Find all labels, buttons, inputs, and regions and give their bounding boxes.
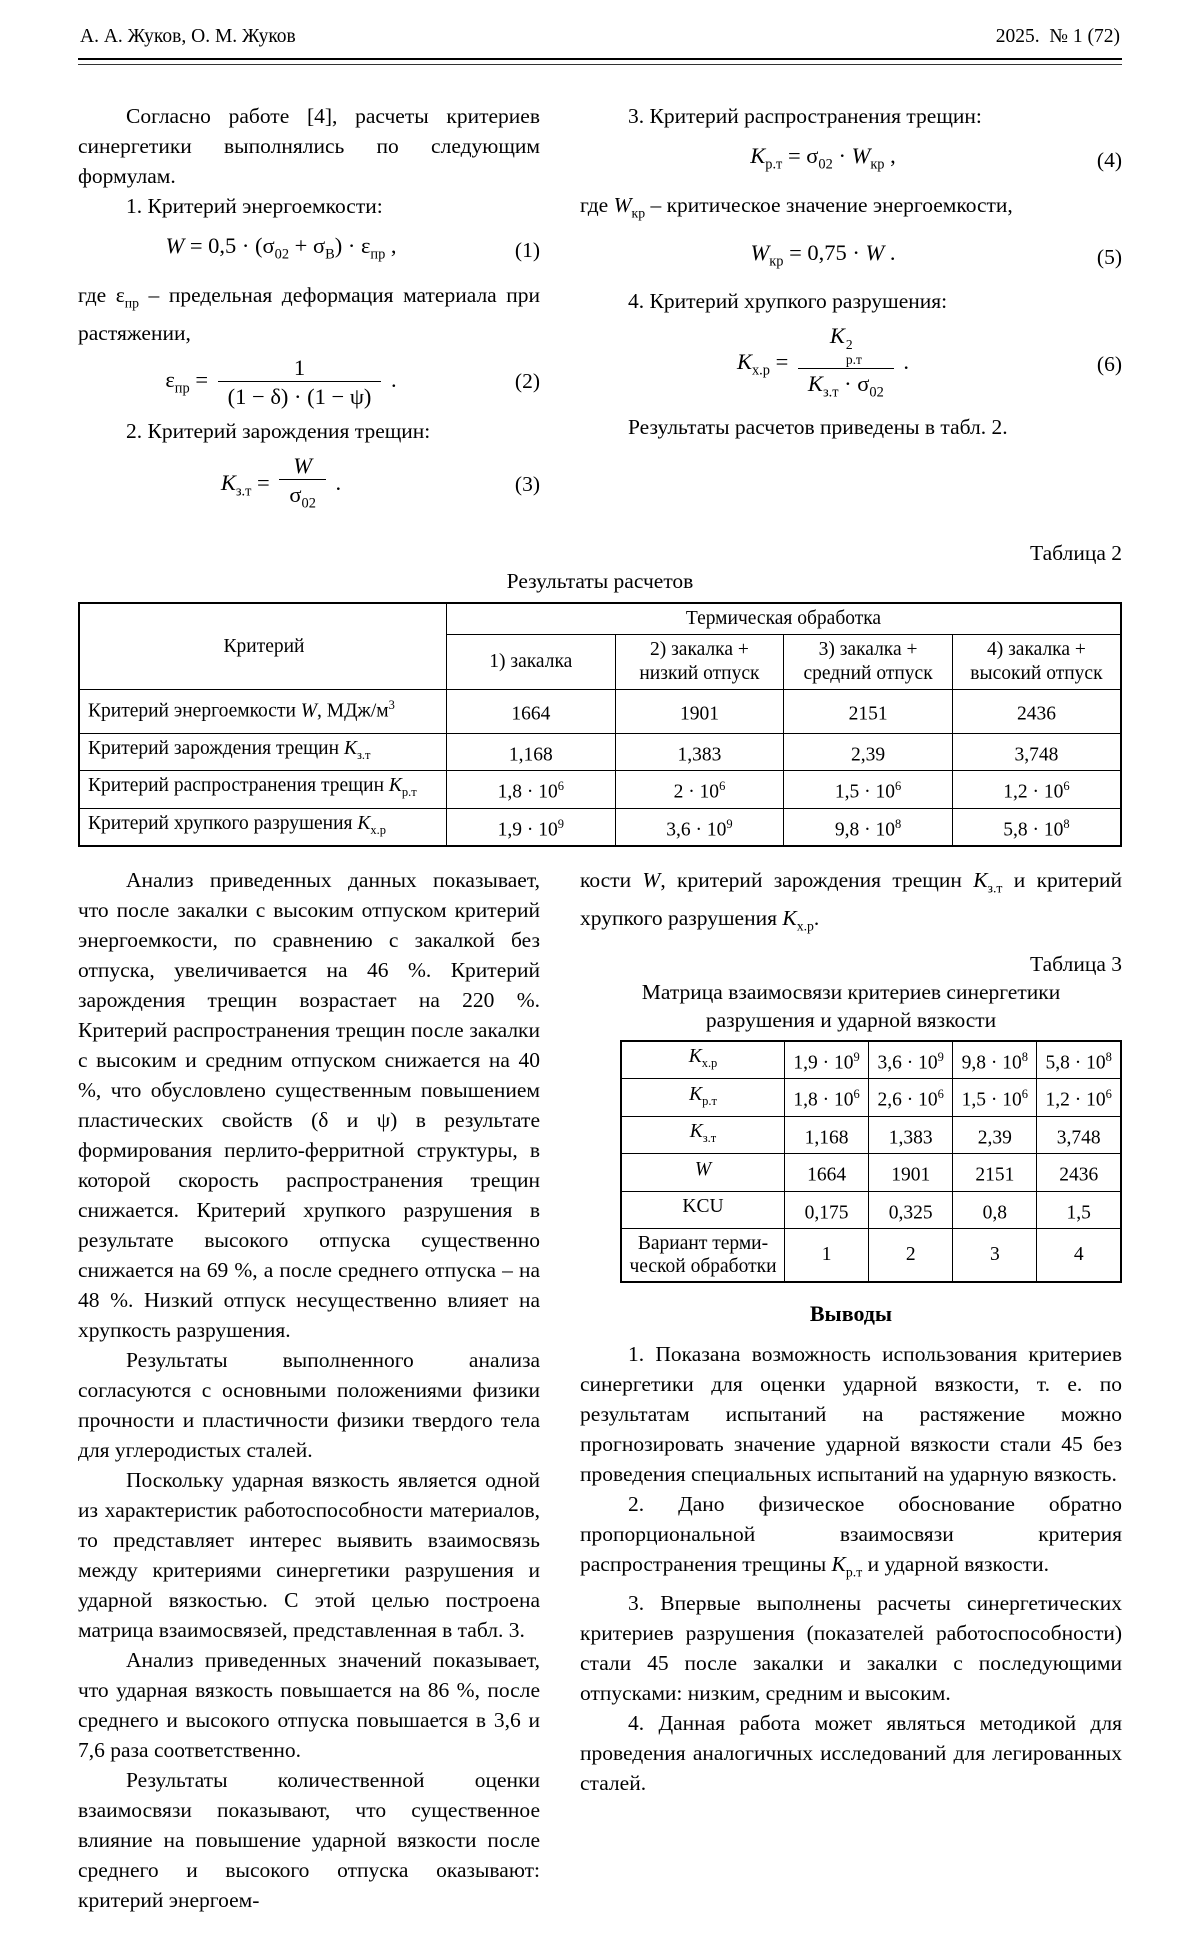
math-sub: з.т bbox=[235, 483, 252, 500]
table-row bbox=[621, 1079, 1121, 1117]
cell-exp: 6 bbox=[937, 1087, 944, 1102]
table2-caption: Результаты расчетов bbox=[506, 569, 694, 594]
math-tail: . bbox=[329, 469, 342, 495]
math-sub: х.р bbox=[796, 918, 814, 934]
math-var: K bbox=[689, 1121, 703, 1143]
math-tail: , bbox=[884, 143, 896, 168]
math-sub: х.р bbox=[370, 822, 387, 837]
math-var: K bbox=[782, 906, 797, 931]
math-sub: кр bbox=[870, 156, 885, 173]
text-run: , критерий зарождения трещин bbox=[660, 868, 974, 893]
cell-value: 1,5 · 10 bbox=[834, 781, 895, 803]
cell-value: 1,5 · 10 bbox=[961, 1089, 1022, 1111]
row-label-text: Критерий хрупкого разрушения bbox=[88, 812, 358, 834]
cell-value: 2,39 bbox=[977, 1127, 1012, 1149]
math-var: W bbox=[851, 143, 871, 168]
math-var: K bbox=[807, 370, 823, 396]
math-op: · σ bbox=[838, 370, 870, 396]
math-var: ε bbox=[165, 366, 175, 392]
table-cell bbox=[1037, 1191, 1121, 1229]
cell-value: 1,2 · 10 bbox=[1045, 1089, 1106, 1111]
table-cell bbox=[784, 771, 953, 809]
math-var: K bbox=[736, 349, 752, 375]
math-sup: 2 bbox=[845, 337, 853, 353]
table3-row-label bbox=[621, 1154, 785, 1192]
cell-value: 1,8 · 10 bbox=[793, 1089, 854, 1111]
math-sub: пр bbox=[370, 246, 386, 263]
where-clause-2 bbox=[580, 190, 1122, 228]
math-var: W bbox=[300, 700, 318, 722]
fraction-denominator bbox=[798, 368, 894, 407]
table2-col-header: 2) закалка + низкий отпуск bbox=[615, 635, 784, 690]
table-row bbox=[79, 771, 1121, 809]
analysis-continuation bbox=[580, 865, 1122, 942]
results-table bbox=[78, 602, 1122, 847]
math-var: K bbox=[973, 868, 988, 893]
table-cell bbox=[952, 733, 1121, 771]
cell-value: 1,2 · 10 bbox=[1003, 781, 1064, 803]
table-row bbox=[621, 1154, 1121, 1192]
table-cell bbox=[869, 1079, 953, 1117]
table-cell bbox=[1037, 1116, 1121, 1154]
cell-value: 2 bbox=[905, 1244, 916, 1266]
cell-value: 1 bbox=[821, 1244, 832, 1266]
cell-value: 2436 bbox=[1016, 703, 1056, 725]
table-cell bbox=[952, 690, 1121, 733]
table2-criterion-header: Критерий bbox=[79, 603, 447, 690]
math-sub: 02 bbox=[818, 156, 833, 173]
cell-value: 1664 bbox=[807, 1164, 847, 1186]
table-cell bbox=[784, 733, 953, 771]
cell-exp: 6 bbox=[1105, 1087, 1112, 1102]
table-cell bbox=[953, 1191, 1037, 1229]
math-tail: , bbox=[385, 233, 397, 258]
math-sub: 02 bbox=[274, 246, 290, 263]
equation-number: (1) bbox=[514, 237, 540, 262]
table-cell bbox=[869, 1229, 953, 1283]
table-cell bbox=[447, 808, 616, 846]
cell-value: 1901 bbox=[891, 1164, 931, 1186]
table-cell bbox=[953, 1154, 1037, 1192]
table2-col-header: 4) закалка + высокий отпуск bbox=[952, 635, 1121, 690]
table-cell bbox=[447, 733, 616, 771]
table-cell bbox=[953, 1079, 1037, 1117]
cell-value: 1,383 bbox=[677, 744, 722, 766]
equation-2-body bbox=[78, 354, 484, 410]
math-sub: В bbox=[325, 246, 335, 263]
cell-value: 2151 bbox=[975, 1164, 1015, 1186]
math-var: K bbox=[343, 737, 357, 759]
cell-value: 0,325 bbox=[888, 1202, 933, 1224]
cell-value: 3,748 bbox=[1056, 1127, 1101, 1149]
text-run: . bbox=[813, 906, 820, 931]
table-cell bbox=[785, 1191, 869, 1229]
math-sub: р.т bbox=[765, 156, 783, 173]
table2-group-header: Термическая обработка bbox=[447, 603, 1122, 635]
criterion-4-heading: 4. Критерий хрупкого разрушения: bbox=[628, 289, 948, 314]
conclusion-item bbox=[580, 1489, 1122, 1587]
where-label: где bbox=[78, 282, 116, 307]
text-run: 2. Дано физическое обоснование обратно пропорциональной взаимосвязи критерия распространения трещины bbox=[580, 1492, 1122, 1577]
cell-value: 1,383 bbox=[888, 1127, 933, 1149]
cell-value: 3,6 · 10 bbox=[877, 1052, 938, 1074]
table-row bbox=[621, 1041, 1121, 1079]
math-sub: 02 bbox=[301, 495, 316, 512]
math-var: K bbox=[220, 469, 236, 495]
math-var: W bbox=[613, 192, 632, 217]
math-var: W bbox=[642, 868, 661, 893]
table-cell bbox=[953, 1116, 1037, 1154]
table-row bbox=[79, 603, 1121, 635]
text-run: и ударной вязкости. bbox=[862, 1552, 1049, 1577]
table-cell bbox=[785, 1116, 869, 1154]
math-sub: пр bbox=[174, 380, 190, 397]
where-clause-1 bbox=[78, 280, 540, 348]
math-var: K bbox=[688, 1046, 702, 1068]
cell-exp: 8 bbox=[1021, 1049, 1028, 1064]
math-sub: х.р bbox=[701, 1055, 718, 1070]
equation-6 bbox=[580, 322, 1122, 406]
cell-value: 1901 bbox=[679, 703, 719, 725]
math-var: W bbox=[293, 452, 313, 478]
fraction bbox=[218, 354, 382, 410]
fraction-denominator bbox=[279, 479, 326, 518]
table-row bbox=[79, 808, 1121, 846]
analysis-paragraph: Анализ приведенных значений показывает, что ударная вязкость повышается на 86 %, после среднего и высокого отпуска повышается в 3,6 и 7,6 раза соответственно. bbox=[78, 1648, 540, 1763]
math-sub: з.т bbox=[702, 1130, 717, 1145]
cell-value: 0,8 bbox=[982, 1202, 1007, 1224]
table-cell bbox=[952, 771, 1121, 809]
cell-value: 2,6 · 10 bbox=[877, 1089, 938, 1111]
cell-exp: 9 bbox=[937, 1049, 944, 1064]
equation-4-body bbox=[580, 142, 1066, 179]
where-label: где bbox=[580, 192, 614, 217]
table-row bbox=[79, 733, 1121, 771]
conclusion-item: 1. Показана возможность использования критериев синергетики для оценки ударной вязкости, т. е. по результатам испытаний на растяжение можно прогнозировать значение ударной вязкости стали 45 без проведения специальных испытаний на ударную вязкость. bbox=[580, 1342, 1122, 1487]
analysis-paragraph: Анализ приведенных данных показывает, что после закалки с высоким отпуском критерий энергоемкости, по сравнению с закалкой без отпуска, увеличивается на 46 %. Критерий зарождения трещин возрастает на 220 %. Критерий распространения трещин после закалки с высоким и средним отпуском снижается на 40 %, что обусловлено существенным повышением пластических свойств (δ и ψ) в результате формирования перлито-ферритной структуры, в которой скорость распространения трещин снижается. Критерий хрупкого разрушения в результате высокого отпуска существенно снижается на 69 %, а после среднего отпуска – на 48 %. Низкий отпуск несущественно влияет на хрупкость разрушения. bbox=[78, 868, 540, 1343]
math-var: W bbox=[865, 239, 885, 265]
criterion-2-heading: 2. Критерий зарождения трещин: bbox=[126, 418, 431, 443]
row-label-text: Критерий энергоемкости bbox=[88, 700, 301, 722]
math-var: W bbox=[694, 1158, 712, 1180]
equation-number: (5) bbox=[1096, 244, 1122, 269]
table-cell bbox=[869, 1191, 953, 1229]
table-cell bbox=[785, 1079, 869, 1117]
table2-col-header: 1) закалка bbox=[447, 635, 616, 690]
table-cell bbox=[615, 808, 784, 846]
math-sup: 3 bbox=[388, 698, 395, 713]
equation-number: (2) bbox=[514, 369, 540, 394]
fraction bbox=[798, 322, 894, 406]
math-sub: х.р bbox=[751, 362, 770, 379]
math-var: K bbox=[388, 775, 402, 797]
where-text: – критическое значение энергоемкости, bbox=[645, 192, 1013, 217]
header-rule bbox=[78, 58, 1122, 65]
fraction-numerator bbox=[279, 452, 326, 479]
cell-value: 1,168 bbox=[804, 1127, 849, 1149]
cell-value: 2436 bbox=[1059, 1164, 1099, 1186]
table3-caption-line2: разрушения и ударной вязкости bbox=[705, 1007, 997, 1032]
table-cell bbox=[953, 1041, 1037, 1079]
conclusions-heading: Выводы bbox=[809, 1301, 893, 1327]
math-supsub bbox=[846, 337, 862, 367]
table-cell bbox=[1037, 1079, 1121, 1117]
math-sub: р.т bbox=[845, 1564, 863, 1580]
equation-5 bbox=[580, 239, 1122, 276]
analysis-left-column bbox=[78, 865, 540, 1915]
cell-exp: 9 bbox=[557, 816, 564, 831]
fraction-denominator: (1 − δ) · (1 − ψ) bbox=[218, 381, 382, 410]
cell-value: 2151 bbox=[848, 703, 888, 725]
cell-value: 3,748 bbox=[1014, 744, 1059, 766]
table-cell bbox=[785, 1154, 869, 1192]
cell-value: 1,8 · 10 bbox=[497, 781, 558, 803]
table3-row-label bbox=[621, 1191, 785, 1229]
table-cell bbox=[615, 733, 784, 771]
table3-row-label bbox=[621, 1229, 785, 1283]
table-row bbox=[79, 690, 1121, 733]
criterion-3-heading: 3. Критерий распространения трещин: bbox=[628, 104, 982, 128]
equation-number: (4) bbox=[1096, 147, 1122, 172]
cell-value: 1,9 · 10 bbox=[497, 819, 558, 841]
row-label-text: Критерий зарождения трещин bbox=[88, 737, 344, 759]
table2-caption-label: Таблица 2 bbox=[1030, 541, 1122, 566]
math-var: K bbox=[750, 143, 766, 168]
row-label-text: , МДж/м bbox=[317, 700, 389, 722]
table-cell bbox=[785, 1041, 869, 1079]
row-label-text: Вариант терми- bbox=[637, 1233, 769, 1255]
table-cell bbox=[1037, 1041, 1121, 1079]
table-cell bbox=[447, 690, 616, 733]
math-sub: кр bbox=[769, 253, 784, 270]
math-sub: р.т bbox=[845, 352, 862, 368]
math-sub: р.т bbox=[401, 785, 417, 800]
cell-value: 1664 bbox=[511, 703, 551, 725]
table3-row-label bbox=[621, 1116, 785, 1154]
math-op: = σ bbox=[782, 143, 819, 168]
row-label-text: KCU bbox=[682, 1196, 724, 1218]
analysis-paragraph: Поскольку ударная вязкость является одной из характеристик работоспособности материалов, то представляет интерес выявить взаимосвязь между критериями синергетики разрушения и ударной вязкостью. С этой целью построена матрица взаимосвязей, представленная в табл. 3. bbox=[78, 1468, 540, 1643]
cell-value: 1,168 bbox=[508, 744, 553, 766]
table3-caption-label: Таблица 3 bbox=[1030, 951, 1122, 976]
table-row bbox=[621, 1229, 1121, 1283]
math-tail: . bbox=[884, 239, 896, 265]
table2-block bbox=[78, 539, 1122, 847]
math-sub: кр bbox=[631, 204, 646, 220]
table-cell bbox=[1037, 1154, 1121, 1192]
table-row bbox=[621, 1116, 1121, 1154]
math-tail: . bbox=[385, 366, 397, 392]
math-op: = bbox=[251, 469, 276, 495]
table-cell bbox=[869, 1116, 953, 1154]
results-note: Результаты расчетов приведены в табл. 2. bbox=[628, 415, 1008, 440]
row-label-text: Критерий распространения трещин bbox=[88, 775, 389, 797]
table-cell bbox=[784, 808, 953, 846]
cell-value: 1,5 bbox=[1066, 1202, 1091, 1224]
fraction-numerator: 1 bbox=[293, 354, 306, 380]
math-var: σ bbox=[289, 481, 302, 507]
where-text: – предельная деформация материала при растяжении, bbox=[78, 282, 541, 345]
math-var: W bbox=[165, 233, 185, 258]
intro-paragraph: Согласно работе [4], расчеты критериев синергетики выполнялись по следующим формулам. bbox=[78, 104, 540, 188]
table-cell bbox=[615, 690, 784, 733]
math-sub: з.т bbox=[822, 384, 839, 401]
equation-number: (6) bbox=[1096, 351, 1122, 376]
formulas-left-column bbox=[78, 101, 540, 523]
table2-row-label bbox=[79, 690, 447, 733]
analysis-section bbox=[78, 865, 1122, 1915]
math-op: + σ bbox=[289, 233, 326, 258]
criterion-1-heading: 1. Критерий энергоемкости: bbox=[126, 194, 383, 218]
math-op: = bbox=[189, 366, 214, 392]
math-var: K bbox=[689, 1083, 703, 1105]
row-label-text: ческой обработки bbox=[629, 1256, 777, 1278]
cell-exp: 8 bbox=[1105, 1049, 1112, 1064]
math-op: = 0,75 · bbox=[783, 239, 866, 265]
table-cell bbox=[785, 1229, 869, 1283]
cell-value: 3,6 · 10 bbox=[666, 819, 727, 841]
analysis-paragraph: Результаты выполненного анализа согласуются с основными положениями физики прочности и пластичности физики твердого тела для углеродистых сталей. bbox=[78, 1348, 540, 1463]
equation-5-body bbox=[580, 239, 1066, 276]
math-var: W bbox=[750, 239, 770, 265]
cell-value: 2 · 10 bbox=[673, 781, 720, 803]
cell-value: 2,39 bbox=[851, 744, 886, 766]
table2-col-header: 3) закалка + средний отпуск bbox=[784, 635, 953, 690]
math-op: ) · ε bbox=[334, 233, 371, 258]
cell-value: 0,175 bbox=[804, 1202, 849, 1224]
cell-exp: 9 bbox=[726, 816, 733, 831]
page-header bbox=[78, 24, 1122, 58]
math-var: K bbox=[831, 1552, 846, 1577]
cell-value: 9,8 · 10 bbox=[834, 819, 895, 841]
math-sub: р.т bbox=[702, 1093, 717, 1108]
analysis-right-column bbox=[580, 865, 1122, 1915]
math-var: ε bbox=[115, 282, 125, 307]
table3-block bbox=[580, 950, 1122, 1284]
equation-6-body bbox=[580, 322, 1066, 406]
table-cell bbox=[615, 771, 784, 809]
cell-exp: 8 bbox=[895, 816, 902, 831]
table2-row-label bbox=[79, 733, 447, 771]
cell-exp: 6 bbox=[557, 779, 564, 794]
equation-4 bbox=[580, 142, 1122, 179]
math-sub: пр bbox=[124, 294, 140, 310]
formulas-section bbox=[78, 101, 1122, 523]
equation-number: (3) bbox=[514, 472, 540, 497]
table3-row-label bbox=[621, 1079, 785, 1117]
cell-exp: 9 bbox=[853, 1049, 860, 1064]
analysis-paragraph: Результаты количественной оценки взаимосвязи показывают, что существенное влияние на повышение ударной вязкости после среднего и высокого отпуска оказывают: критерий энергоем- bbox=[78, 1768, 540, 1913]
table2-row-label bbox=[79, 771, 447, 809]
math-tail: . bbox=[897, 349, 910, 375]
cell-value: 3 bbox=[989, 1244, 1000, 1266]
math-op: · bbox=[832, 143, 852, 168]
math-var: K bbox=[357, 812, 371, 834]
math-sub: з.т bbox=[356, 747, 371, 762]
fraction bbox=[279, 452, 326, 518]
cell-exp: 6 bbox=[853, 1087, 860, 1102]
equation-3 bbox=[78, 452, 540, 518]
math-var: K bbox=[829, 323, 845, 349]
table-row bbox=[621, 1191, 1121, 1229]
table3-row-label bbox=[621, 1041, 785, 1079]
equation-3-body bbox=[78, 452, 484, 518]
header-authors: А. А. Жуков, О. М. Жуков bbox=[80, 26, 296, 47]
formulas-right-column bbox=[580, 101, 1122, 523]
table-cell bbox=[869, 1154, 953, 1192]
cell-exp: 6 bbox=[1021, 1087, 1028, 1102]
cell-exp: 8 bbox=[1063, 816, 1070, 831]
conclusion-item: 3. Впервые выполнены расчеты синергетических критериев разрушения (показателей работоспособности) стали 45 после закалки и закалки с последующими отпусками: низким, средним и высоким. bbox=[580, 1590, 1122, 1705]
cell-exp: 6 bbox=[895, 779, 902, 794]
equation-2 bbox=[78, 354, 540, 410]
math-op: = bbox=[769, 349, 794, 375]
cell-exp: 6 bbox=[1063, 779, 1070, 794]
cell-value: 4 bbox=[1073, 1244, 1084, 1266]
table-cell bbox=[784, 690, 953, 733]
header-issue: 2025. № 1 (72) bbox=[995, 26, 1120, 47]
cell-value: 1,9 · 10 bbox=[793, 1052, 854, 1074]
table-cell bbox=[953, 1229, 1037, 1283]
conclusion-item: 4. Данная работа может являться методикой для проведения аналогичных исследований для легированных сталей. bbox=[580, 1710, 1122, 1795]
table-cell bbox=[952, 808, 1121, 846]
cell-value: 5,8 · 10 bbox=[1003, 819, 1064, 841]
table-cell bbox=[447, 771, 616, 809]
equation-1 bbox=[78, 232, 540, 269]
table-cell bbox=[869, 1041, 953, 1079]
text-run: кости bbox=[580, 868, 643, 893]
table3-caption-line1: Матрица взаимосвязи критериев синергетики bbox=[641, 979, 1061, 1004]
text-run: и критерий хрупкого разрушения bbox=[580, 868, 1122, 931]
math-sub: 02 bbox=[869, 384, 884, 401]
equation-1-body bbox=[78, 232, 484, 269]
cell-exp: 6 bbox=[719, 779, 726, 794]
matrix-table bbox=[620, 1040, 1122, 1284]
math-op: = 0,5 · (σ bbox=[184, 233, 275, 258]
cell-value: 5,8 · 10 bbox=[1045, 1052, 1106, 1074]
math-sub: з.т bbox=[987, 880, 1003, 896]
fraction-numerator bbox=[798, 322, 894, 367]
cell-value: 9,8 · 10 bbox=[961, 1052, 1022, 1074]
table2-row-label bbox=[79, 808, 447, 846]
table-cell bbox=[1037, 1229, 1121, 1283]
